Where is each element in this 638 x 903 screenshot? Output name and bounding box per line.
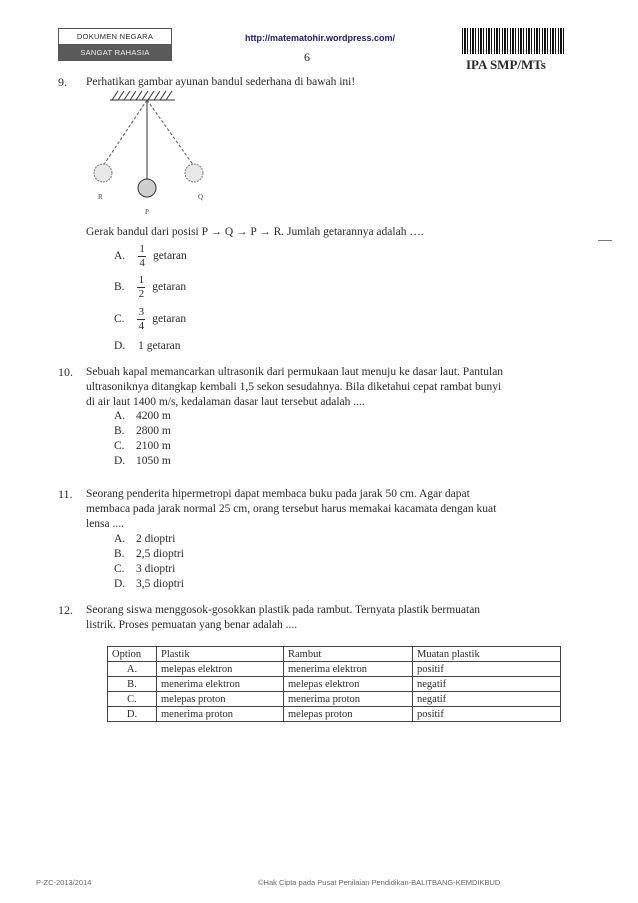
q11-option-a[interactable] [114, 532, 184, 547]
col-header: Rambut [284, 647, 413, 662]
text-line: ultrasoniknya ditangkap kembali 1,5 sekon sesudahnya. Bila diketahui cepat rambat bunyi [86, 381, 502, 393]
doc-label: DOKUMEN NEGARA [59, 29, 171, 45]
fraction [138, 244, 146, 269]
string-q [147, 100, 194, 166]
option-text: getaran [152, 313, 187, 326]
col-header: Plastik [157, 647, 284, 662]
numerator: 3 [138, 306, 145, 318]
text-line: Seorang penderita hipermetropi dapat membaca buku pada jarak 50 cm. Agar dapat [86, 488, 470, 500]
table-cell: positif [413, 707, 561, 722]
table-cell: C. [108, 692, 157, 707]
q11-options [114, 532, 184, 592]
q12-text [86, 603, 586, 633]
option-letter: B. [114, 281, 125, 294]
option-text: 2800 m [136, 425, 171, 437]
label-q: Q [198, 193, 204, 201]
text-line: di air laut 1400 m/s, kedalaman dasar laut tersebut adalah .... [86, 396, 365, 408]
q10-option-a[interactable] [114, 409, 171, 424]
q11-option-d[interactable] [114, 577, 184, 592]
bob-q-icon [185, 164, 203, 182]
source-url[interactable]: http://matematohir.wordpress.com/ [245, 33, 396, 43]
q10-text [86, 365, 586, 410]
table-cell: A. [108, 662, 157, 677]
denominator: 2 [138, 288, 145, 300]
text-line: Sebuah kapal memancarkan ultrasonik dari permukaan laut menuju ke dasar laut. Pantulan [86, 366, 504, 378]
table-cell: melepas proton [284, 707, 413, 722]
option-letter: A. [114, 410, 126, 422]
q12-table [107, 646, 561, 722]
table-header-row [108, 647, 561, 662]
table-cell: B. [108, 677, 157, 692]
option-text: 4200 m [136, 410, 171, 422]
option-text: 1050 m [136, 455, 171, 467]
q9-option-a[interactable] [114, 244, 187, 269]
option-text: 3,5 dioptri [136, 578, 184, 590]
table-cell: menerima proton [157, 707, 284, 722]
q10-option-d[interactable] [114, 454, 171, 469]
q11-option-b[interactable] [114, 547, 184, 562]
table-cell: negatif [413, 677, 561, 692]
option-text: 3 dioptri [136, 563, 176, 575]
table-row[interactable] [108, 707, 561, 722]
option-text: 2,5 dioptri [136, 548, 184, 560]
table-cell: melepas proton [157, 692, 284, 707]
page-number: 6 [304, 50, 310, 64]
option-letter: C. [114, 440, 125, 452]
q10-option-b[interactable] [114, 424, 171, 439]
option-letter: A. [114, 533, 126, 545]
option-letter: B. [114, 548, 125, 560]
option-letter: A. [114, 250, 126, 263]
table-cell: menerima elektron [157, 677, 284, 692]
q12-number: 12. [58, 603, 73, 617]
fraction [137, 307, 145, 332]
text-line: lensa .... [86, 518, 125, 530]
text-line: Seorang siswa menggosok-gosokkan plastik pada rambut. Ternyata plastik bermuatan [86, 604, 481, 616]
option-text: 2 dioptri [136, 533, 176, 545]
table-row[interactable] [108, 677, 561, 692]
ceiling-hatch-icon [110, 91, 175, 100]
col-header: Option [108, 647, 157, 662]
table-cell: melepas elektron [157, 662, 284, 677]
table-cell: menerima proton [284, 692, 413, 707]
q10-option-c[interactable] [114, 439, 171, 454]
option-text: getaran [152, 250, 187, 263]
fraction [137, 275, 145, 300]
option-letter: D. [114, 455, 126, 467]
option-letter: C. [114, 563, 125, 575]
option-letter: D. [114, 578, 126, 590]
subject-title: IPA SMP/MTs [466, 57, 546, 72]
denominator: 4 [139, 257, 145, 269]
q9-text: Perhatikan gambar ayunan bandul sederhana di bawah ini! [86, 76, 356, 88]
pendulum-figure [80, 88, 240, 220]
q9-stem: Gerak bandul dari posisi P → Q → P → R. Jumlah getarannya adalah …. [86, 226, 424, 238]
q11-text [86, 487, 586, 532]
numerator: 1 [139, 243, 145, 255]
option-letter: D. [114, 340, 126, 352]
q11-number: 11. [58, 487, 73, 501]
footer-code: P-ZC-2013/2014 [36, 878, 92, 887]
barcode-icon [462, 28, 566, 54]
label-r: R [98, 193, 103, 201]
option-text: 2100 m [136, 440, 171, 452]
secret-label: SANGAT RAHASIA [59, 45, 171, 60]
col-header: Muatan plastik [413, 647, 561, 662]
q9-number: 9. [58, 75, 67, 89]
table-row[interactable] [108, 662, 561, 677]
q10-options [114, 409, 171, 469]
denominator: 4 [138, 320, 145, 332]
q11-option-c[interactable] [114, 562, 184, 577]
text-line: listrik. Proses pemuatan yang benar adalah .... [86, 619, 298, 631]
label-p: P [145, 208, 149, 216]
option-text: 1 getaran [138, 340, 181, 352]
option-text: getaran [152, 281, 187, 294]
q10-number: 10. [58, 365, 73, 379]
footer-copyright: ©Hak Cipta pada Pusat Penilaian Pendidikan-BALITBANG-KEMDIKBUD [258, 878, 501, 887]
q9-option-b[interactable] [114, 275, 186, 300]
bob-r-icon [94, 164, 112, 182]
table-cell: positif [413, 662, 561, 677]
table-cell: D. [108, 707, 157, 722]
table-cell: menerima elektron [284, 662, 413, 677]
table-cell: negatif [413, 692, 561, 707]
table-cell: melepas elektron [284, 677, 413, 692]
string-r [103, 100, 147, 166]
text-line: membaca pada jarak normal 25 cm, orang tersebut harus memakai kacamata dengan kuat [86, 503, 497, 515]
bob-p-icon [138, 179, 156, 197]
margin-mark [598, 240, 612, 241]
table-row[interactable] [108, 692, 561, 707]
option-letter: C. [114, 313, 125, 326]
q9-option-d[interactable] [114, 339, 181, 354]
option-letter: B. [114, 425, 125, 437]
classification-box [58, 28, 172, 61]
q9-option-c[interactable] [114, 307, 186, 332]
numerator: 1 [138, 274, 145, 286]
